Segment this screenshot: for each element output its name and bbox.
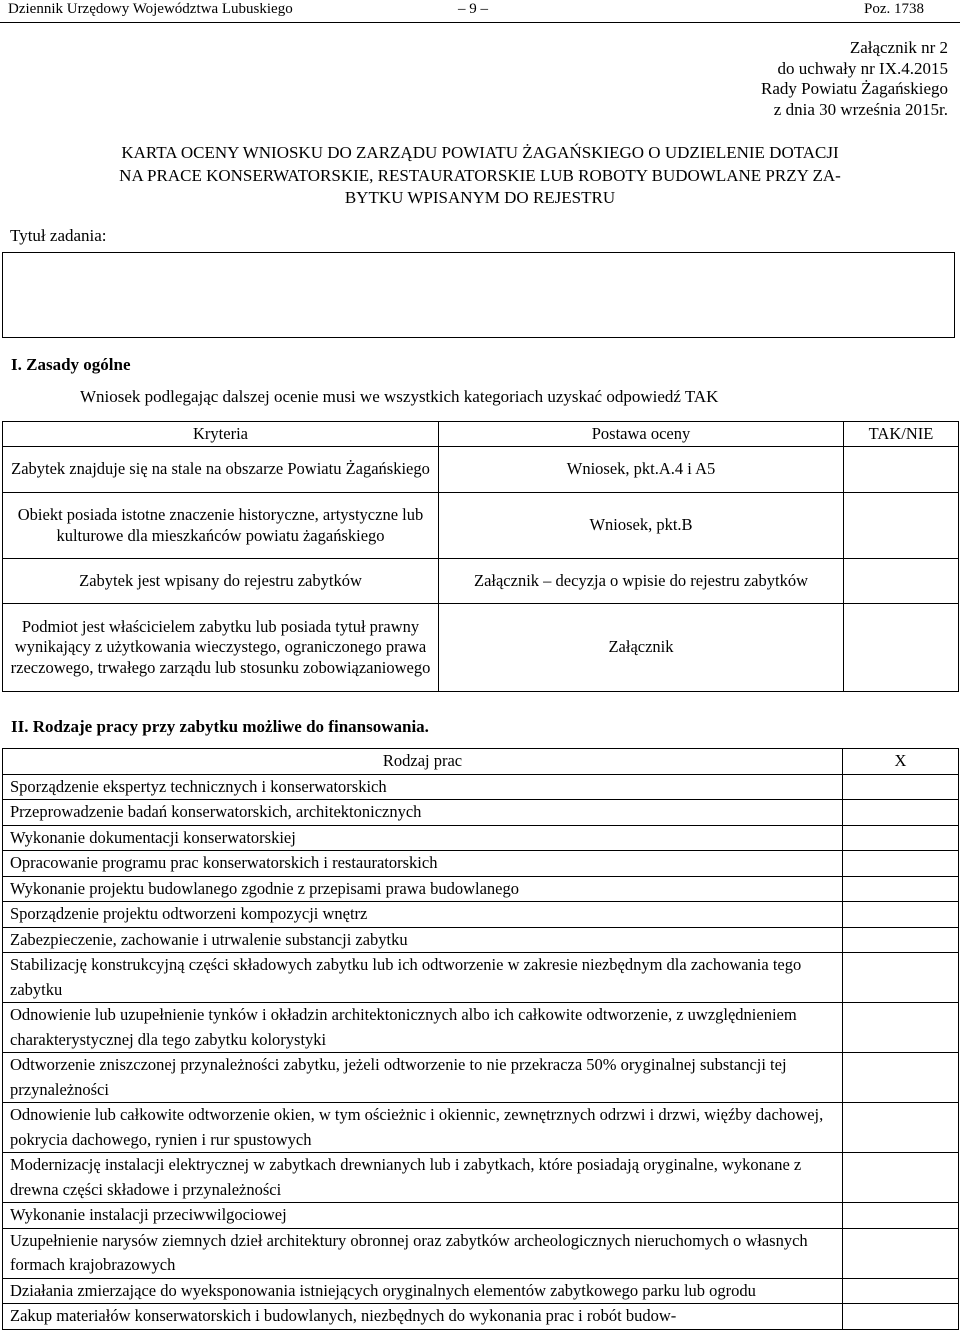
mark-cell[interactable] [843,774,959,800]
works-row [3,800,959,826]
mark-cell[interactable] [843,1153,959,1203]
mark-cell[interactable] [843,876,959,902]
section-1-heading: I. Zasady ogólne [11,355,131,374]
mark-cell[interactable] [843,1053,959,1103]
annex-line: do uchwały nr IX.4.2015 [777,58,948,78]
mark-cell[interactable] [843,953,959,1003]
column-header-work-type: Rodzaj prac [3,749,843,775]
answer-cell[interactable] [844,447,959,493]
annex-line: Rady Powiatu Żagańskiego [761,79,948,98]
mark-cell[interactable] [843,851,959,877]
criterion-cell: Obiekt posiada istotne znaczenie historyczne, artystyczne lub kulturowe dla mieszkańców powiatu żagańskiego [3,493,439,559]
criteria-header-row [3,422,959,447]
basis-cell: Załącznik [439,604,844,692]
answer-cell[interactable] [844,604,959,692]
work-type-cell: Sporządzenie projektu odtworzeni kompozycji wnętrz [3,902,843,928]
basis-cell: Załącznik – decyzja o wpisie do rejestru zabytków [439,559,844,604]
mark-cell[interactable] [843,1228,959,1278]
section-1-rule: Wniosek podlegając dalszej ocenie musi we wszystkich kategoriach uzyskać odpowiedź TAK [80,387,719,406]
section-2-heading: II. Rodzaje pracy przy zabytku możliwe do finansowania. [11,717,429,736]
works-row [3,927,959,953]
answer-cell[interactable] [844,559,959,604]
criteria-row [3,493,959,559]
column-header-criteria: Kryteria [3,422,439,447]
works-row [3,1053,959,1103]
works-row [3,1153,959,1203]
work-type-cell: Wykonanie dokumentacji konserwatorskiej [3,825,843,851]
journal-name: Dziennik Urzędowy Województwa Lubuskiego [8,1,293,17]
mark-cell[interactable] [843,902,959,928]
mark-cell[interactable] [843,1103,959,1153]
work-type-cell: Stabilizację konstrukcyjną części składowych zabytku lub ich odtworzenie w zakresie niezbędnym dla zachowania tego zabytku [3,953,843,1003]
work-type-cell: Odnowienie lub uzupełnienie tynków i okładzin architektonicznych albo ich całkowite odtworzenie, z uwzględnieniem charakterystycznej dla tego zabytku kolorystyki [3,1003,843,1053]
mark-cell[interactable] [843,1304,959,1330]
work-type-cell: Zakup materiałów konserwatorskich i budowlanych, niezbędnych do wykonania prac i robót budow- [3,1304,843,1330]
basis-cell: Wniosek, pkt.B [439,493,844,559]
position-number: Poz. 1738 [864,1,924,17]
basis-cell: Wniosek, pkt.A.4 i A5 [439,447,844,493]
title-line: BYTKU WPISANYM DO REJESTRU [344,188,616,207]
criteria-row [3,604,959,692]
work-type-cell: Wykonanie projektu budowlanego zgodnie z przepisami prawa budowlanego [3,876,843,902]
work-type-cell: Odtworzenie zniszczonej przynależności zabytku, jeżeli odtworzenie to nie przekracza 50% oryginalnej substancji tej przynależności [3,1053,843,1103]
mark-cell[interactable] [843,800,959,826]
annex-line: z dnia 30 września 2015r. [773,99,948,119]
work-type-cell: Przeprowadzenie badań konserwatorskich, architektonicznych [3,800,843,826]
works-row [3,1278,959,1304]
work-type-cell: Zabezpieczenie, zachowanie i utrwalenie substancji zabytku [3,927,843,953]
work-type-cell: Wykonanie instalacji przeciwwilgociowej [3,1203,843,1229]
works-row [3,1228,959,1278]
mark-cell[interactable] [843,825,959,851]
works-row [3,774,959,800]
mark-cell[interactable] [843,1203,959,1229]
works-row [3,953,959,1003]
work-type-cell: Opracowanie programu prac konserwatorskich i restauratorskich [3,851,843,877]
mark-cell[interactable] [843,1003,959,1053]
work-type-cell: Działania zmierzające do wyeksponowania istniejących oryginalnych elementów zabytkowego parku lub ogrodu [3,1278,843,1304]
column-header-answer: TAK/NIE [844,422,959,447]
annex-reference [761,38,948,120]
title-line: NA PRACE KONSERWATORSKIE, RESTAURATORSKIE LUB ROBOTY BUDOWLANE PRZY ZA- [119,165,841,185]
criterion-cell: Zabytek jest wpisany do rejestru zabytków [3,559,439,604]
criteria-row [3,559,959,604]
work-type-cell: Modernizację instalacji elektrycznej w zabytkach drewnianych lub i zabytkach, które posiadają oryginalne, wykonane z drewna części składowe i przynależności [3,1153,843,1203]
mark-cell[interactable] [843,927,959,953]
works-row [3,902,959,928]
work-type-cell: Sporządzenie ekspertyz technicznych i konserwatorskich [3,774,843,800]
works-row [3,1003,959,1053]
criteria-row [3,447,959,493]
page-header [0,0,960,23]
criterion-cell: Zabytek znajduje się na stale na obszarze Powiatu Żagańskiego [3,447,439,493]
work-type-cell: Uzupełnienie narysów ziemnych dzieł architektury obronnej oraz zabytków archeologicznych nieruchomych o własnych formach krajobrazowych [3,1228,843,1278]
criteria-table [2,421,959,692]
works-row [3,825,959,851]
annex-line: Załącznik nr 2 [849,38,948,57]
works-header-row [3,749,959,775]
document-title [0,142,960,210]
work-type-cell: Odnowienie lub całkowite odtworzenie okien, w tym ościeżnic i okiennic, zewnętrznych odrzwi i drzwi, więźby dachowej, pokrycia dachowego, rynien i rur spustowych [3,1103,843,1153]
works-row [3,1203,959,1229]
task-title-field[interactable] [2,252,955,338]
works-row [3,851,959,877]
column-header-basis: Postawa oceny [439,422,844,447]
answer-cell[interactable] [844,493,959,559]
task-title-label: Tytuł zadania: [10,226,107,245]
works-row [3,1103,959,1153]
title-line: KARTA OCENY WNIOSKU DO ZARZĄDU POWIATU ŻAGAŃSKIEGO O UDZIELENIE DOTACJI [121,143,839,162]
works-row [3,876,959,902]
mark-cell[interactable] [843,1278,959,1304]
page-number: – 9 – [458,1,488,17]
criterion-cell: Podmiot jest właścicielem zabytku lub posiada tytuł prawny wynikający z użytkowania wieczystego, ograniczonego prawa rzeczowego, trwałego zarządu lub stosunku zobowiązaniowego [3,604,439,692]
works-table [2,748,959,1330]
column-header-mark: X [843,749,959,775]
works-row [3,1304,959,1330]
